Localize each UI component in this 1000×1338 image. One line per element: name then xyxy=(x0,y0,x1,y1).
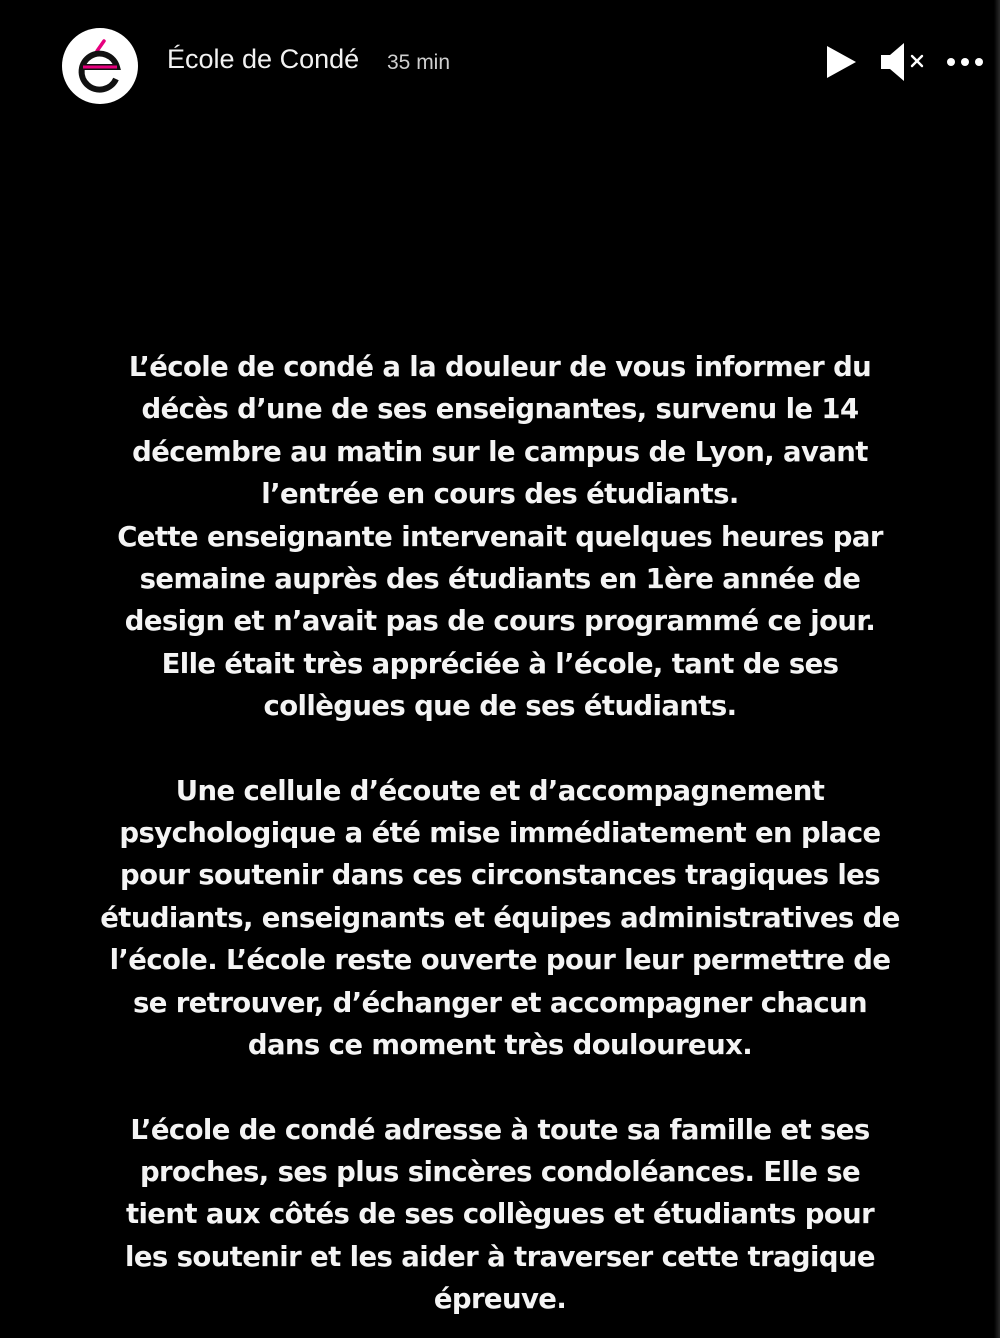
story-text xyxy=(100,346,900,1321)
post-timestamp: 35 min xyxy=(387,51,451,74)
more-options-button[interactable] xyxy=(943,40,987,84)
story-line: pour soutenir dans ces circonstances tragiques les xyxy=(119,859,880,892)
story-header xyxy=(0,0,1000,130)
story-line: Elle était très appréciée à l’école, tant de ses xyxy=(161,647,839,680)
play-button[interactable] xyxy=(818,40,864,84)
story-line: l’école. L’école reste ouverte pour leur permettre de xyxy=(109,944,891,977)
story-line: tient aux côtés de ses collègues et étudiants pour xyxy=(125,1198,875,1231)
story-line: proches, ses plus sincères condoléances. Elle se xyxy=(139,1155,861,1188)
story-line: Une cellule d’écoute et d’accompagnement xyxy=(175,774,825,807)
story-line: collègues que de ses étudiants. xyxy=(263,690,737,723)
story-line: se retrouver, d’échanger et accompagner chacun xyxy=(132,986,868,1019)
paragraph-spacer xyxy=(100,1067,900,1109)
account-name[interactable]: École de Condé xyxy=(167,44,360,74)
story-line: les soutenir et les aider à traverser cette tragique xyxy=(125,1240,875,1273)
screen-edge xyxy=(994,0,1000,1338)
story-line: dans ce moment très douloureux. xyxy=(247,1029,753,1062)
mute-button[interactable] xyxy=(876,40,932,84)
volume-muted-icon xyxy=(878,40,930,84)
play-icon xyxy=(824,44,858,80)
story-paragraph-1 xyxy=(100,346,900,728)
story-line: psychologique a été mise immédiatement en place xyxy=(119,817,881,850)
story-paragraph-2 xyxy=(100,770,900,1067)
story-paragraph-3 xyxy=(100,1109,900,1321)
story-line: épreuve. xyxy=(433,1283,567,1316)
story-line: L’école de condé adresse à toute sa famille et ses xyxy=(130,1113,870,1146)
ecole-de-conde-logo-icon xyxy=(69,35,131,97)
story-line: décès d’une de ses enseignantes, survenu le 14 xyxy=(141,393,859,426)
story-line: Cette enseignante intervenait quelques heures par xyxy=(117,520,883,553)
avatar[interactable] xyxy=(62,28,138,104)
more-options-icon xyxy=(945,56,985,68)
paragraph-spacer xyxy=(100,728,900,770)
story-line: l’entrée en cours des étudiants. xyxy=(261,478,739,511)
story-line: semaine auprès des étudiants en 1ère année de xyxy=(139,563,861,596)
story-line: design et n’avait pas de cours programmé ce jour. xyxy=(124,605,876,638)
story-line: L’école de condé a la douleur de vous informer du xyxy=(128,351,872,383)
story-line: étudiants, enseignants et équipes administratives de xyxy=(100,901,900,934)
story-line: décembre au matin sur le campus de Lyon, avant xyxy=(132,435,868,468)
